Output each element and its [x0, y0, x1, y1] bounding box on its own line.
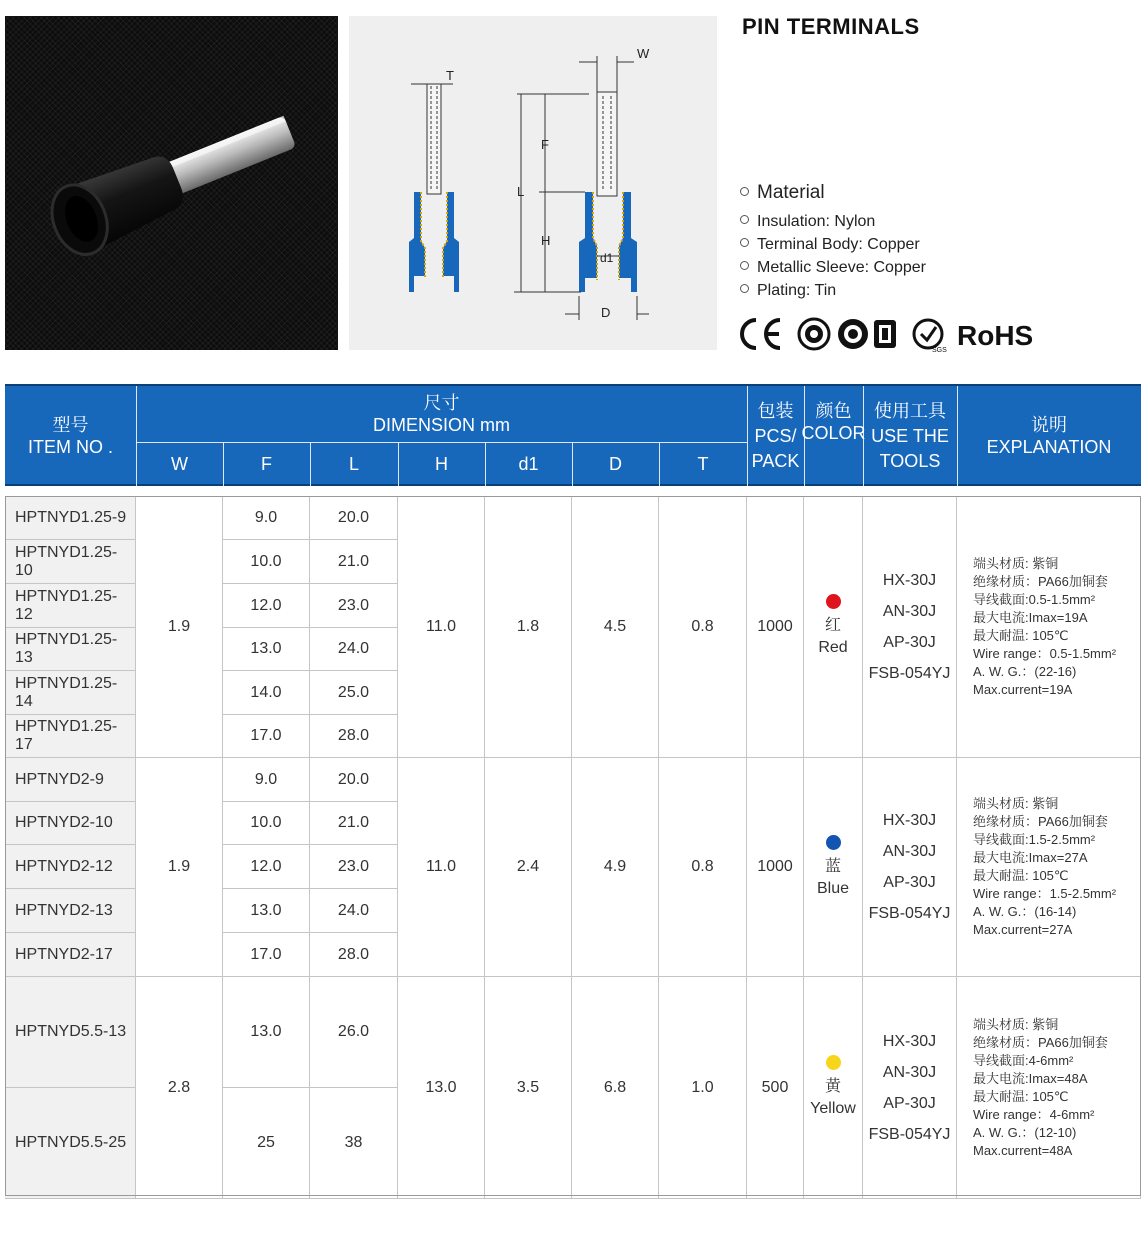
tools-cell — [863, 496, 957, 758]
material-item: Plating: Tin — [740, 279, 926, 302]
f-cell: 12.0 — [223, 584, 310, 628]
tool-name: FSB-054YJ — [868, 905, 951, 922]
l-cell: 24.0 — [310, 628, 398, 671]
explanation-cell — [957, 496, 1141, 758]
color-dot-icon — [826, 594, 841, 609]
l-cell: 20.0 — [310, 758, 398, 802]
explanation-line: 绝缘材质：PA66加铜套 — [973, 1034, 1108, 1050]
ce-mark-icon — [742, 320, 780, 348]
label-w: W — [637, 46, 650, 61]
w-cell: 2.8 — [136, 977, 223, 1199]
explanation-line: 导线截面:4-6mm² — [973, 1052, 1074, 1068]
header-dimension: 尺寸 DIMENSION mm — [373, 393, 510, 435]
item-no-cell: HPTNYD1.25-17 — [5, 715, 136, 758]
l-cell: 38 — [310, 1088, 398, 1199]
tool-name: AP-30J — [883, 874, 936, 891]
table-header — [5, 384, 1141, 486]
color-name-en: Yellow — [810, 1100, 856, 1117]
l-cell: 28.0 — [310, 715, 398, 758]
tool-name: AP-30J — [883, 633, 936, 651]
header-f: F — [261, 454, 272, 474]
explanation-line: Max.current=19A — [973, 681, 1073, 697]
color-name-cn: 红 — [824, 617, 841, 634]
label-f: F — [541, 137, 549, 152]
ul-mark-icon — [874, 320, 896, 348]
tool-name: HX-30J — [882, 1032, 937, 1050]
color-name-cn: 蓝 — [824, 857, 841, 875]
header-color: 颜色 COLOR — [801, 401, 866, 443]
item-no-cell: HPTNYD2-10 — [5, 802, 136, 845]
tool-name: HX-30J — [882, 812, 937, 829]
explanation-line: 绝缘材质：PA66加铜套 — [973, 573, 1108, 589]
l-cell: 24.0 — [310, 889, 398, 933]
color-name-cn: 黄 — [824, 1078, 841, 1095]
tool-name: AN-30J — [882, 843, 937, 860]
f-cell: 12.0 — [223, 845, 310, 889]
explanation-line: A. W. G.：(22-16) — [973, 663, 1077, 679]
t-cell: 0.8 — [659, 496, 747, 758]
f-cell: 10.0 — [223, 802, 310, 845]
explanation-line: 端头材质: 紫铜 — [973, 555, 1059, 571]
bullet-icon — [740, 284, 749, 293]
t-cell: 1.0 — [659, 977, 747, 1199]
pack-cell: 500 — [747, 977, 804, 1199]
d-cell: 4.5 — [572, 496, 659, 758]
tool-name: AP-30J — [883, 1094, 936, 1112]
explanation-line: Wire range：4-6mm² — [973, 1106, 1095, 1122]
label-h: H — [541, 233, 551, 248]
dimension-diagram — [349, 16, 717, 350]
color-cell — [804, 977, 863, 1199]
explanation-line: 导线截面:0.5-1.5mm² — [973, 591, 1096, 607]
d1-cell: 2.4 — [485, 758, 572, 977]
bullet-icon — [740, 261, 749, 270]
bullet-icon — [740, 215, 749, 224]
material-heading: Material — [740, 182, 825, 204]
header-pack: 包装 PCS/ PACK — [751, 400, 800, 471]
quality-seal-icon — [838, 319, 868, 349]
header-l: L — [348, 454, 359, 474]
d1-cell: 3.5 — [485, 977, 572, 1199]
explanation-cell — [957, 977, 1141, 1199]
color-cell — [804, 496, 863, 758]
material-item: Insulation: Nylon — [740, 210, 926, 233]
header-d1: d1 — [518, 454, 539, 474]
explanation-line: 最大耐温: 105℃ — [973, 1088, 1069, 1104]
pin-terminal-photo — [5, 16, 338, 350]
l-cell: 28.0 — [310, 933, 398, 977]
rohs-mark: RoHS — [957, 320, 1034, 351]
product-photo — [5, 16, 338, 350]
l-cell: 21.0 — [310, 802, 398, 845]
tool-name: AN-30J — [882, 1063, 937, 1081]
l-cell: 20.0 — [310, 496, 398, 540]
l-cell: 26.0 — [310, 977, 398, 1088]
label-t: T — [446, 68, 454, 83]
label-l: L — [517, 184, 525, 199]
explanation-line: Wire range：0.5-1.5mm² — [973, 645, 1117, 661]
explanation-line: 最大耐温: 105℃ — [973, 627, 1069, 643]
h-cell: 11.0 — [398, 496, 485, 758]
explanation-cell — [957, 758, 1141, 977]
f-cell: 13.0 — [223, 889, 310, 933]
explanation-line: 最大电流:Imax=19A — [973, 609, 1088, 625]
color-dot-icon — [826, 1055, 841, 1070]
l-cell: 25.0 — [310, 671, 398, 715]
header-tools: 使用工具 USE THE TOOLS — [871, 400, 949, 471]
d-cell: 4.9 — [572, 758, 659, 977]
page-title: PIN TERMINALS — [742, 14, 920, 39]
explanation-line: 导线截面:1.5-2.5mm² — [973, 832, 1096, 847]
bullet-icon — [740, 187, 749, 196]
w-cell: 1.9 — [136, 758, 223, 977]
f-cell: 17.0 — [223, 715, 310, 758]
tools-cell — [863, 758, 957, 977]
explanation-line: A. W. G.：(16-14) — [973, 904, 1077, 919]
ccc-seal-icon — [799, 319, 829, 349]
tool-name: HX-30J — [882, 571, 937, 589]
item-no-cell: HPTNYD1.25-14 — [5, 671, 136, 715]
explanation-line: 最大耐温: 105℃ — [973, 868, 1069, 883]
d1-cell: 1.8 — [485, 496, 572, 758]
item-no-cell: HPTNYD2-9 — [5, 758, 136, 802]
bullet-icon — [740, 238, 749, 247]
explanation-line: Wire range：1.5-2.5mm² — [973, 886, 1117, 901]
l-cell: 23.0 — [310, 584, 398, 628]
header-explanation: 说明 EXPLANATION — [986, 415, 1112, 457]
tool-name: FSB-054YJ — [868, 664, 951, 682]
h-cell: 11.0 — [398, 758, 485, 977]
explanation-line: 端头材质: 紫铜 — [973, 1016, 1059, 1032]
material-item: Terminal Body: Copper — [740, 233, 926, 256]
explanation-line: 最大电流:Imax=48A — [973, 1070, 1088, 1086]
t-cell: 0.8 — [659, 758, 747, 977]
svg-text:SGS: SGS — [932, 347, 947, 354]
explanation-line: 端头材质: 紫铜 — [973, 796, 1059, 811]
header-h: H — [435, 454, 448, 474]
material-item: Metallic Sleeve: Copper — [740, 256, 926, 279]
color-cell — [804, 758, 863, 977]
l-cell: 21.0 — [310, 540, 398, 584]
tool-name: AN-30J — [882, 602, 937, 620]
explanation-line: Max.current=48A — [973, 1142, 1073, 1158]
f-cell: 9.0 — [223, 496, 310, 540]
item-no-cell: HPTNYD1.25-13 — [5, 628, 136, 671]
explanation-line: Max.current=27A — [973, 922, 1073, 937]
f-cell: 9.0 — [223, 758, 310, 802]
explanation-line: A. W. G.：(12-10) — [973, 1124, 1077, 1140]
item-no-cell: HPTNYD1.25-9 — [5, 496, 136, 540]
header-d: D — [609, 454, 622, 474]
h-cell: 13.0 — [398, 977, 485, 1199]
certification-logos — [738, 314, 1138, 356]
color-dot-icon — [826, 835, 841, 850]
explanation-line: 绝缘材质：PA66加铜套 — [973, 814, 1108, 829]
pack-cell: 1000 — [747, 758, 804, 977]
f-cell: 13.0 — [223, 977, 310, 1088]
item-no-cell: HPTNYD2-17 — [5, 933, 136, 977]
spec-table-body — [5, 496, 1141, 1196]
item-no-cell: HPTNYD2-12 — [5, 845, 136, 889]
color-name-en: Blue — [816, 879, 850, 897]
f-cell: 17.0 — [223, 933, 310, 977]
pack-cell: 1000 — [747, 496, 804, 758]
d-cell: 6.8 — [572, 977, 659, 1199]
item-no-cell: HPTNYD5.5-13 — [5, 977, 136, 1088]
header-t: T — [697, 454, 709, 474]
color-name-en: Red — [818, 639, 848, 656]
f-cell: 10.0 — [223, 540, 310, 584]
l-cell: 23.0 — [310, 845, 398, 889]
material-list — [740, 210, 926, 302]
item-no-cell: HPTNYD5.5-25 — [5, 1088, 136, 1199]
item-no-cell: HPTNYD1.25-12 — [5, 584, 136, 628]
f-cell: 14.0 — [223, 671, 310, 715]
label-d: D — [601, 305, 611, 320]
explanation-line: 最大电流:Imax=27A — [973, 850, 1088, 865]
w-cell: 1.9 — [136, 496, 223, 758]
tools-cell — [863, 977, 957, 1199]
sgs-mark-icon — [914, 320, 947, 354]
f-cell: 13.0 — [223, 628, 310, 671]
header-w: W — [171, 454, 188, 474]
item-no-cell: HPTNYD1.25-10 — [5, 540, 136, 584]
f-cell: 25 — [223, 1088, 310, 1199]
label-d1: d1 — [600, 251, 614, 265]
tool-name: FSB-054YJ — [868, 1125, 951, 1143]
item-no-cell: HPTNYD2-13 — [5, 889, 136, 933]
header-item-no: 型号 ITEM NO . — [28, 415, 113, 457]
